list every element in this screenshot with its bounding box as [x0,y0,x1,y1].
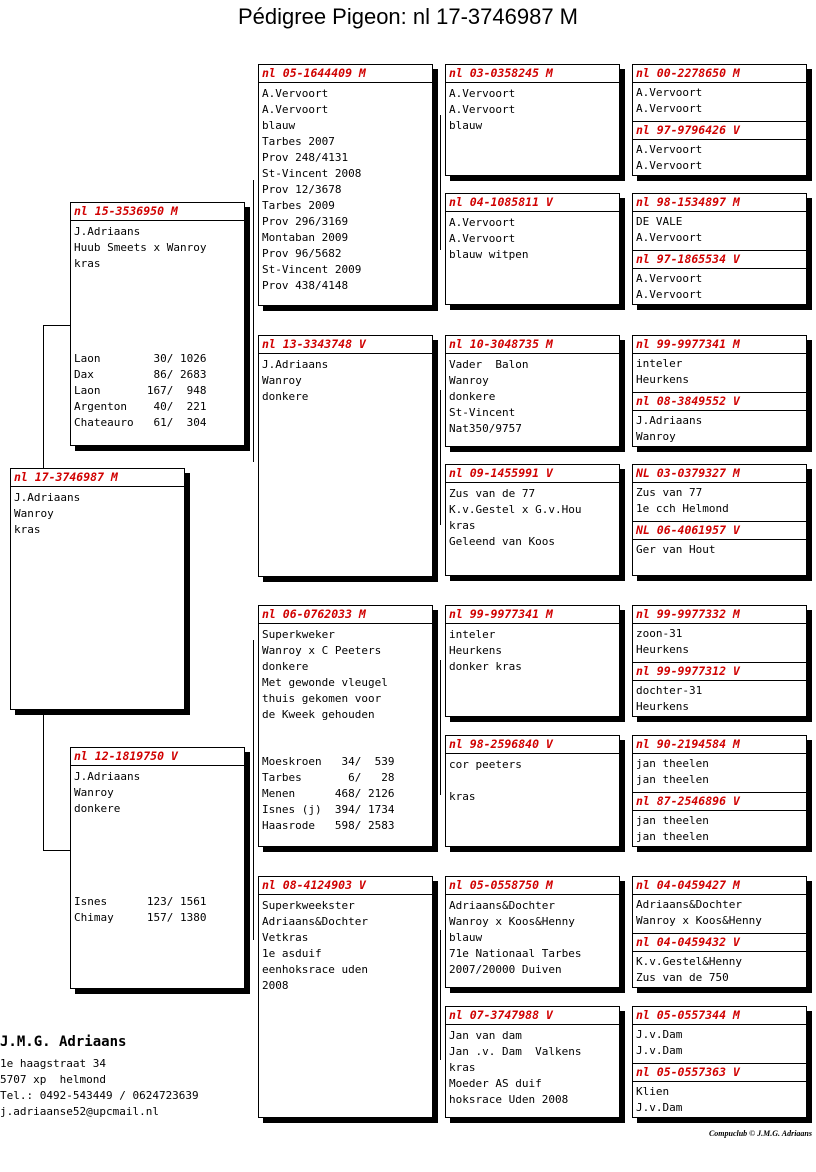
ring-number: NL 03-0379327 M [633,465,806,483]
detail-line: A.Vervoort [262,87,329,100]
grandsire-maternal-card [258,605,433,847]
ring-number: nl 05-0557344 M [633,1007,806,1025]
detail-line: A.Vervoort [449,216,516,229]
pigeon-details [446,1025,619,1108]
detail-line: St-Vincent 2009 [262,263,362,276]
detail-line: Heurkens [636,373,689,386]
connector-line [440,660,441,795]
pigeon-details [71,221,244,272]
detail-line: Wanroy x Koos&Henny [636,914,762,927]
detail-line: J.Adriaans [262,358,329,371]
result-line: Dax 86/ 2683 [74,368,207,381]
ring-number: nl 06-0762033 M [259,606,432,624]
detail-line: Prov 12/3678 [262,183,342,196]
ring-number: nl 04-1085811 V [446,194,619,212]
mother-card [70,747,245,989]
detail-line: de Kweek gehouden [262,708,375,721]
detail-line: J.Adriaans [74,770,141,783]
detail-line: Superkweekster [262,899,355,912]
result-line: Moeskroen 34/ 539 [262,755,395,768]
connector-line [43,708,44,850]
detail-line: A.Vervoort [636,86,703,99]
detail-line: donkere [449,390,496,403]
sire-half [633,465,806,521]
gg-grandparents-card [632,64,807,176]
sire-half [633,194,806,250]
detail-line: thuis gekomen voor [262,692,382,705]
great-grandparent-card [445,335,620,447]
sire-half [633,1007,806,1063]
connector-line [440,930,441,1060]
detail-line: A.Vervoort [262,103,329,116]
gg-grandparents-card [632,1006,807,1118]
owner-city: 5707 xp helmond [0,1073,106,1086]
subject-card [10,468,185,710]
ring-number: nl 99-9977341 M [446,606,619,624]
great-grandparent-card [445,735,620,847]
result-line: Menen 468/ 2126 [262,787,395,800]
detail-line: Zus van de 750 [636,971,729,984]
pigeon-details [633,269,806,303]
detail-line: blauw [449,119,483,132]
pigeon-details [446,212,619,263]
dam-half [633,792,806,849]
pigeon-details [446,624,619,675]
detail-line: Prov 296/3169 [262,215,349,228]
great-grandparent-card [445,876,620,988]
detail-line: Jan van dam [449,1029,522,1042]
ring-number: nl 10-3048735 M [446,336,619,354]
ring-number: nl 97-1865534 V [633,251,806,269]
great-grandparent-card [445,193,620,305]
owner-address: 1e haagstraat 34 [0,1057,106,1070]
detail-line: donkere [262,390,309,403]
ring-number: nl 08-4124903 V [259,877,432,895]
detail-line: J.v.Dam [636,1101,683,1114]
sire-half [633,736,806,792]
race-results [74,351,206,431]
connector-line [253,180,254,462]
detail-line: 2008 [262,979,289,992]
great-grandparent-card [445,605,620,717]
connector-line [440,115,441,250]
detail-line: A.Vervoort [449,103,516,116]
ring-number: nl 99-9977332 M [633,606,806,624]
detail-line: blauw [262,119,296,132]
page-title: Pédigree Pigeon: nl 17-3746987 M [237,4,579,29]
detail-line: jan theelen [636,773,709,786]
owner-name: J.M.G. Adriaans [0,1034,127,1050]
detail-line: donker kras [449,660,522,673]
ring-number: nl 97-9796426 V [633,122,806,140]
pigeon-details [259,895,432,994]
result-line: Tarbes 6/ 28 [262,771,395,784]
detail-line: Wanroy [262,374,302,387]
detail-line: St-Vincent 2008 [262,167,362,180]
pigeon-details [446,83,619,134]
connector-line [440,390,441,525]
result-line: Isnes (j) 394/ 1734 [262,803,395,816]
detail-line: Superkweker [262,628,335,641]
result-line: Chateauro 61/ 304 [74,416,207,429]
sire-half [633,65,806,121]
pigeon-details [633,1025,806,1059]
detail-line: Prov 248/4131 [262,151,349,164]
pigeon-details [446,483,619,550]
detail-line: Tarbes 2009 [262,199,335,212]
ring-number: nl 98-1534897 M [633,194,806,212]
detail-line: Prov 438/4148 [262,279,349,292]
father-card [70,202,245,446]
ring-number: nl 13-3343748 V [259,336,432,354]
detail-line: 1e cch Helmond [636,502,729,515]
ring-number: nl 17-3746987 M [11,469,184,487]
detail-line: blauw [449,931,483,944]
result-line: Isnes 123/ 1561 [74,895,207,908]
detail-line [449,773,616,789]
ring-number: nl 15-3536950 M [71,203,244,221]
detail-line: Vader Balon [449,358,529,371]
detail-line: A.Vervoort [636,231,703,244]
gg-grandparents-card [632,335,807,447]
detail-line: J.v.Dam [636,1044,683,1057]
detail-line: blauw witpen [449,248,529,261]
detail-line: Huub Smeets x Wanroy [74,241,207,254]
detail-line: A.Vervoort [636,288,703,301]
pigeon-details [633,140,806,174]
dam-half [633,392,806,449]
dam-half [633,662,806,719]
detail-line: Heurkens [449,644,502,657]
detail-line: J.Adriaans [636,414,703,427]
gg-grandparents-card [632,193,807,305]
race-results [74,894,206,926]
detail-line: donkere [74,802,121,815]
ring-number: nl 87-2546896 V [633,793,806,811]
dam-half [633,1063,806,1120]
pigeon-details [633,624,806,658]
ring-number: nl 03-0358245 M [446,65,619,83]
detail-line: kras [74,257,101,270]
detail-line: Montaban 2009 [262,231,349,244]
detail-line: Wanroy [14,507,54,520]
pigeon-details [446,895,619,978]
ring-number: nl 08-3849552 V [633,393,806,411]
great-grandparent-card [445,464,620,576]
pigeon-details [446,754,619,805]
pigeon-details [633,811,806,845]
granddam-paternal-card [258,335,433,577]
detail-line: jan theelen [636,814,709,827]
detail-line: A.Vervoort [636,102,703,115]
detail-line: Nat350/9757 [449,422,522,435]
ring-number: nl 98-2596840 V [446,736,619,754]
detail-line: dochter-31 [636,684,703,697]
detail-line: A.Vervoort [636,272,703,285]
race-results [262,754,394,834]
dam-half [633,933,806,990]
detail-line: K.v.Gestel&Henny [636,955,742,968]
owner-email: j.adriaanse52@upcmail.nl [0,1105,159,1118]
detail-line: kras [449,1061,476,1074]
detail-line: Prov 96/5682 [262,247,342,260]
detail-line: Ger van Hout [636,543,716,556]
result-line: Laon 30/ 1026 [74,352,207,365]
gg-grandparents-card [632,735,807,847]
connector-line [43,325,44,470]
detail-line: J.Adriaans [74,225,141,238]
pigeon-details [259,354,432,405]
ring-number: nl 99-9977312 V [633,663,806,681]
granddam-maternal-card [258,876,433,1118]
pigeon-details [633,895,806,929]
detail-line: Wanroy [74,786,114,799]
pigeon-details [633,483,806,517]
pigeon-details [633,754,806,788]
ring-number: nl 90-2194584 M [633,736,806,754]
detail-line: Adriaans&Dochter [262,915,368,928]
result-line: Chimay 157/ 1380 [74,911,207,924]
detail-line: eenhoksrace uden [262,963,368,976]
pigeon-details [633,83,806,117]
detail-line: Heurkens [636,700,689,713]
detail-line: A.Vervoort [449,87,516,100]
detail-line: Geleend van Koos [449,535,555,548]
detail-line: Tarbes 2007 [262,135,335,148]
dam-half [633,521,806,578]
detail-line: 71e Nationaal Tarbes [449,947,582,960]
detail-line: Wanroy [449,374,489,387]
detail-line: donkere [262,660,309,673]
detail-line: zoon-31 [636,627,683,640]
pigeon-details [633,952,806,986]
connector-line [253,640,254,940]
pigeon-details [633,681,806,715]
detail-line: Wanroy x C Peeters [262,644,382,657]
result-line: Haasrode 598/ 2583 [262,819,395,832]
owner-phone: Tel.: 0492-543449 / 0624723639 [0,1089,199,1102]
detail-line: Wanroy [636,430,676,443]
ring-number: nl 05-0557363 V [633,1064,806,1082]
detail-line: Vetkras [262,931,309,944]
footer-credit: Compuclub © J.M.G. Adriaans [708,1129,812,1138]
detail-line: cor peeters [449,758,522,771]
ring-number: nl 04-0459432 V [633,934,806,952]
ring-number: nl 05-0558750 M [446,877,619,895]
gg-grandparents-card [632,876,807,988]
detail-line: Met gewonde vleugel [262,676,388,689]
detail-line: kras [449,790,476,803]
detail-line: 1e asduif [262,947,322,960]
detail-line: Zus van 77 [636,486,703,499]
dam-half [633,250,806,307]
pigeon-details [633,411,806,445]
dam-half [633,121,806,178]
ring-number: nl 09-1455991 V [446,465,619,483]
gg-grandparents-card [632,464,807,576]
detail-line: jan theelen [636,830,709,843]
detail-line: Heurkens [636,643,689,656]
detail-line: Jan .v. Dam Valkens [449,1045,582,1058]
ring-number: nl 99-9977341 M [633,336,806,354]
great-grandparent-card [445,1006,620,1118]
detail-line: 2007/20000 Duiven [449,963,562,976]
detail-line: kras [449,519,476,532]
detail-line: Klien [636,1085,670,1098]
sire-half [633,336,806,392]
detail-line: DE VALE [636,215,683,228]
pigeon-details [71,766,244,817]
detail-line: kras [14,523,41,536]
pigeon-details [633,540,806,558]
detail-line: inteler [636,357,683,370]
detail-line: Adriaans&Dochter [449,899,555,912]
sire-half [633,877,806,933]
detail-line: A.Vervoort [449,232,516,245]
result-line: Laon 167/ 948 [74,384,207,397]
detail-line: A.Vervoort [636,143,703,156]
detail-line: Adriaans&Dochter [636,898,742,911]
gg-grandparents-card [632,605,807,717]
ring-number: nl 05-1644409 M [259,65,432,83]
pigeon-details [11,487,184,538]
pigeon-details [633,354,806,388]
detail-line: K.v.Gestel x G.v.Hou [449,503,582,516]
pigeon-details [633,1082,806,1116]
detail-line: J.Adriaans [14,491,81,504]
ring-number: nl 07-3747988 V [446,1007,619,1025]
ring-number: nl 12-1819750 V [71,748,244,766]
detail-line: Wanroy x Koos&Henny [449,915,575,928]
great-grandparent-card [445,64,620,176]
detail-line: jan theelen [636,757,709,770]
ring-number: nl 00-2278650 M [633,65,806,83]
connector-line [43,325,71,326]
detail-line: inteler [449,628,496,641]
detail-line: hoksrace Uden 2008 [449,1093,569,1106]
ring-number: nl 04-0459427 M [633,877,806,895]
result-line: Argenton 40/ 221 [74,400,207,413]
detail-line: J.v.Dam [636,1028,683,1041]
detail-line: A.Vervoort [636,159,703,172]
detail-line: St-Vincent [449,406,516,419]
pigeon-details [633,212,806,246]
pigeon-details [259,624,432,723]
detail-line: Zus van de 77 [449,487,536,500]
detail-line: Moeder AS duif [449,1077,542,1090]
sire-half [633,606,806,662]
owner-block [0,1034,199,1120]
connector-line [43,850,71,851]
ring-number: NL 06-4061957 V [633,522,806,540]
pigeon-details [446,354,619,437]
grandsire-paternal-card [258,64,433,306]
pigeon-details [259,83,432,294]
